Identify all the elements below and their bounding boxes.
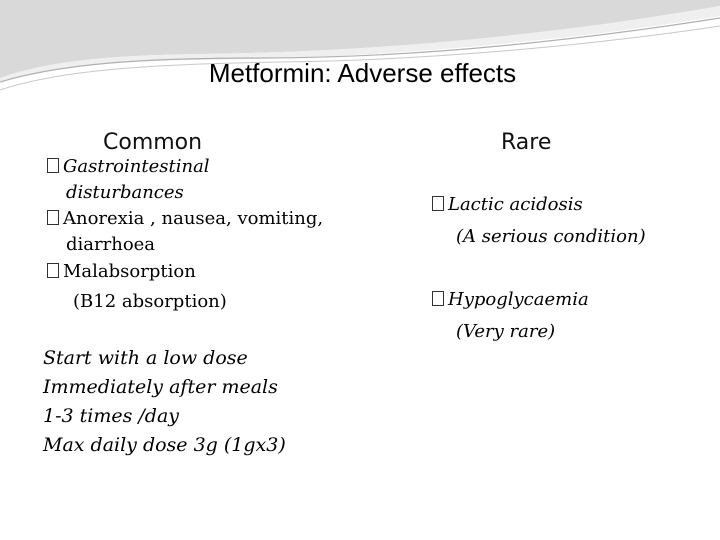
rare-heading: Rare <box>501 130 552 155</box>
bullet-box-icon <box>432 196 444 211</box>
rare-item-lactic-acidosis: Lactic acidosis (A serious condition) <box>432 189 646 253</box>
bullet-box-icon <box>47 263 59 278</box>
slide-title: Metformin: Adverse effects <box>208 58 517 88</box>
dosing-note-after-meals: Immediately after meals <box>43 376 278 398</box>
common-heading: Common <box>103 130 203 155</box>
bullet-box-icon <box>432 291 444 306</box>
common-item-anorexia: Anorexia , nausea, vomiting, diarrhoea <box>47 206 323 258</box>
bullet-box-icon <box>47 158 59 173</box>
common-item-malabsorption: Malabsorption (B12 absorption) <box>47 259 227 319</box>
dosing-note-low-dose: Start with a low dose <box>43 347 248 369</box>
dosing-note-frequency: 1-3 times /day <box>43 405 180 427</box>
header-swoosh-decoration <box>0 0 720 110</box>
dosing-note-max-dose: Max daily dose 3g (1gx3) <box>43 434 286 456</box>
bullet-box-icon <box>47 210 59 225</box>
common-item-gastrointestinal: Gastrointestinal disturbances <box>47 154 210 206</box>
rare-item-hypoglycaemia: Hypoglycaemia (Very rare) <box>432 284 589 348</box>
